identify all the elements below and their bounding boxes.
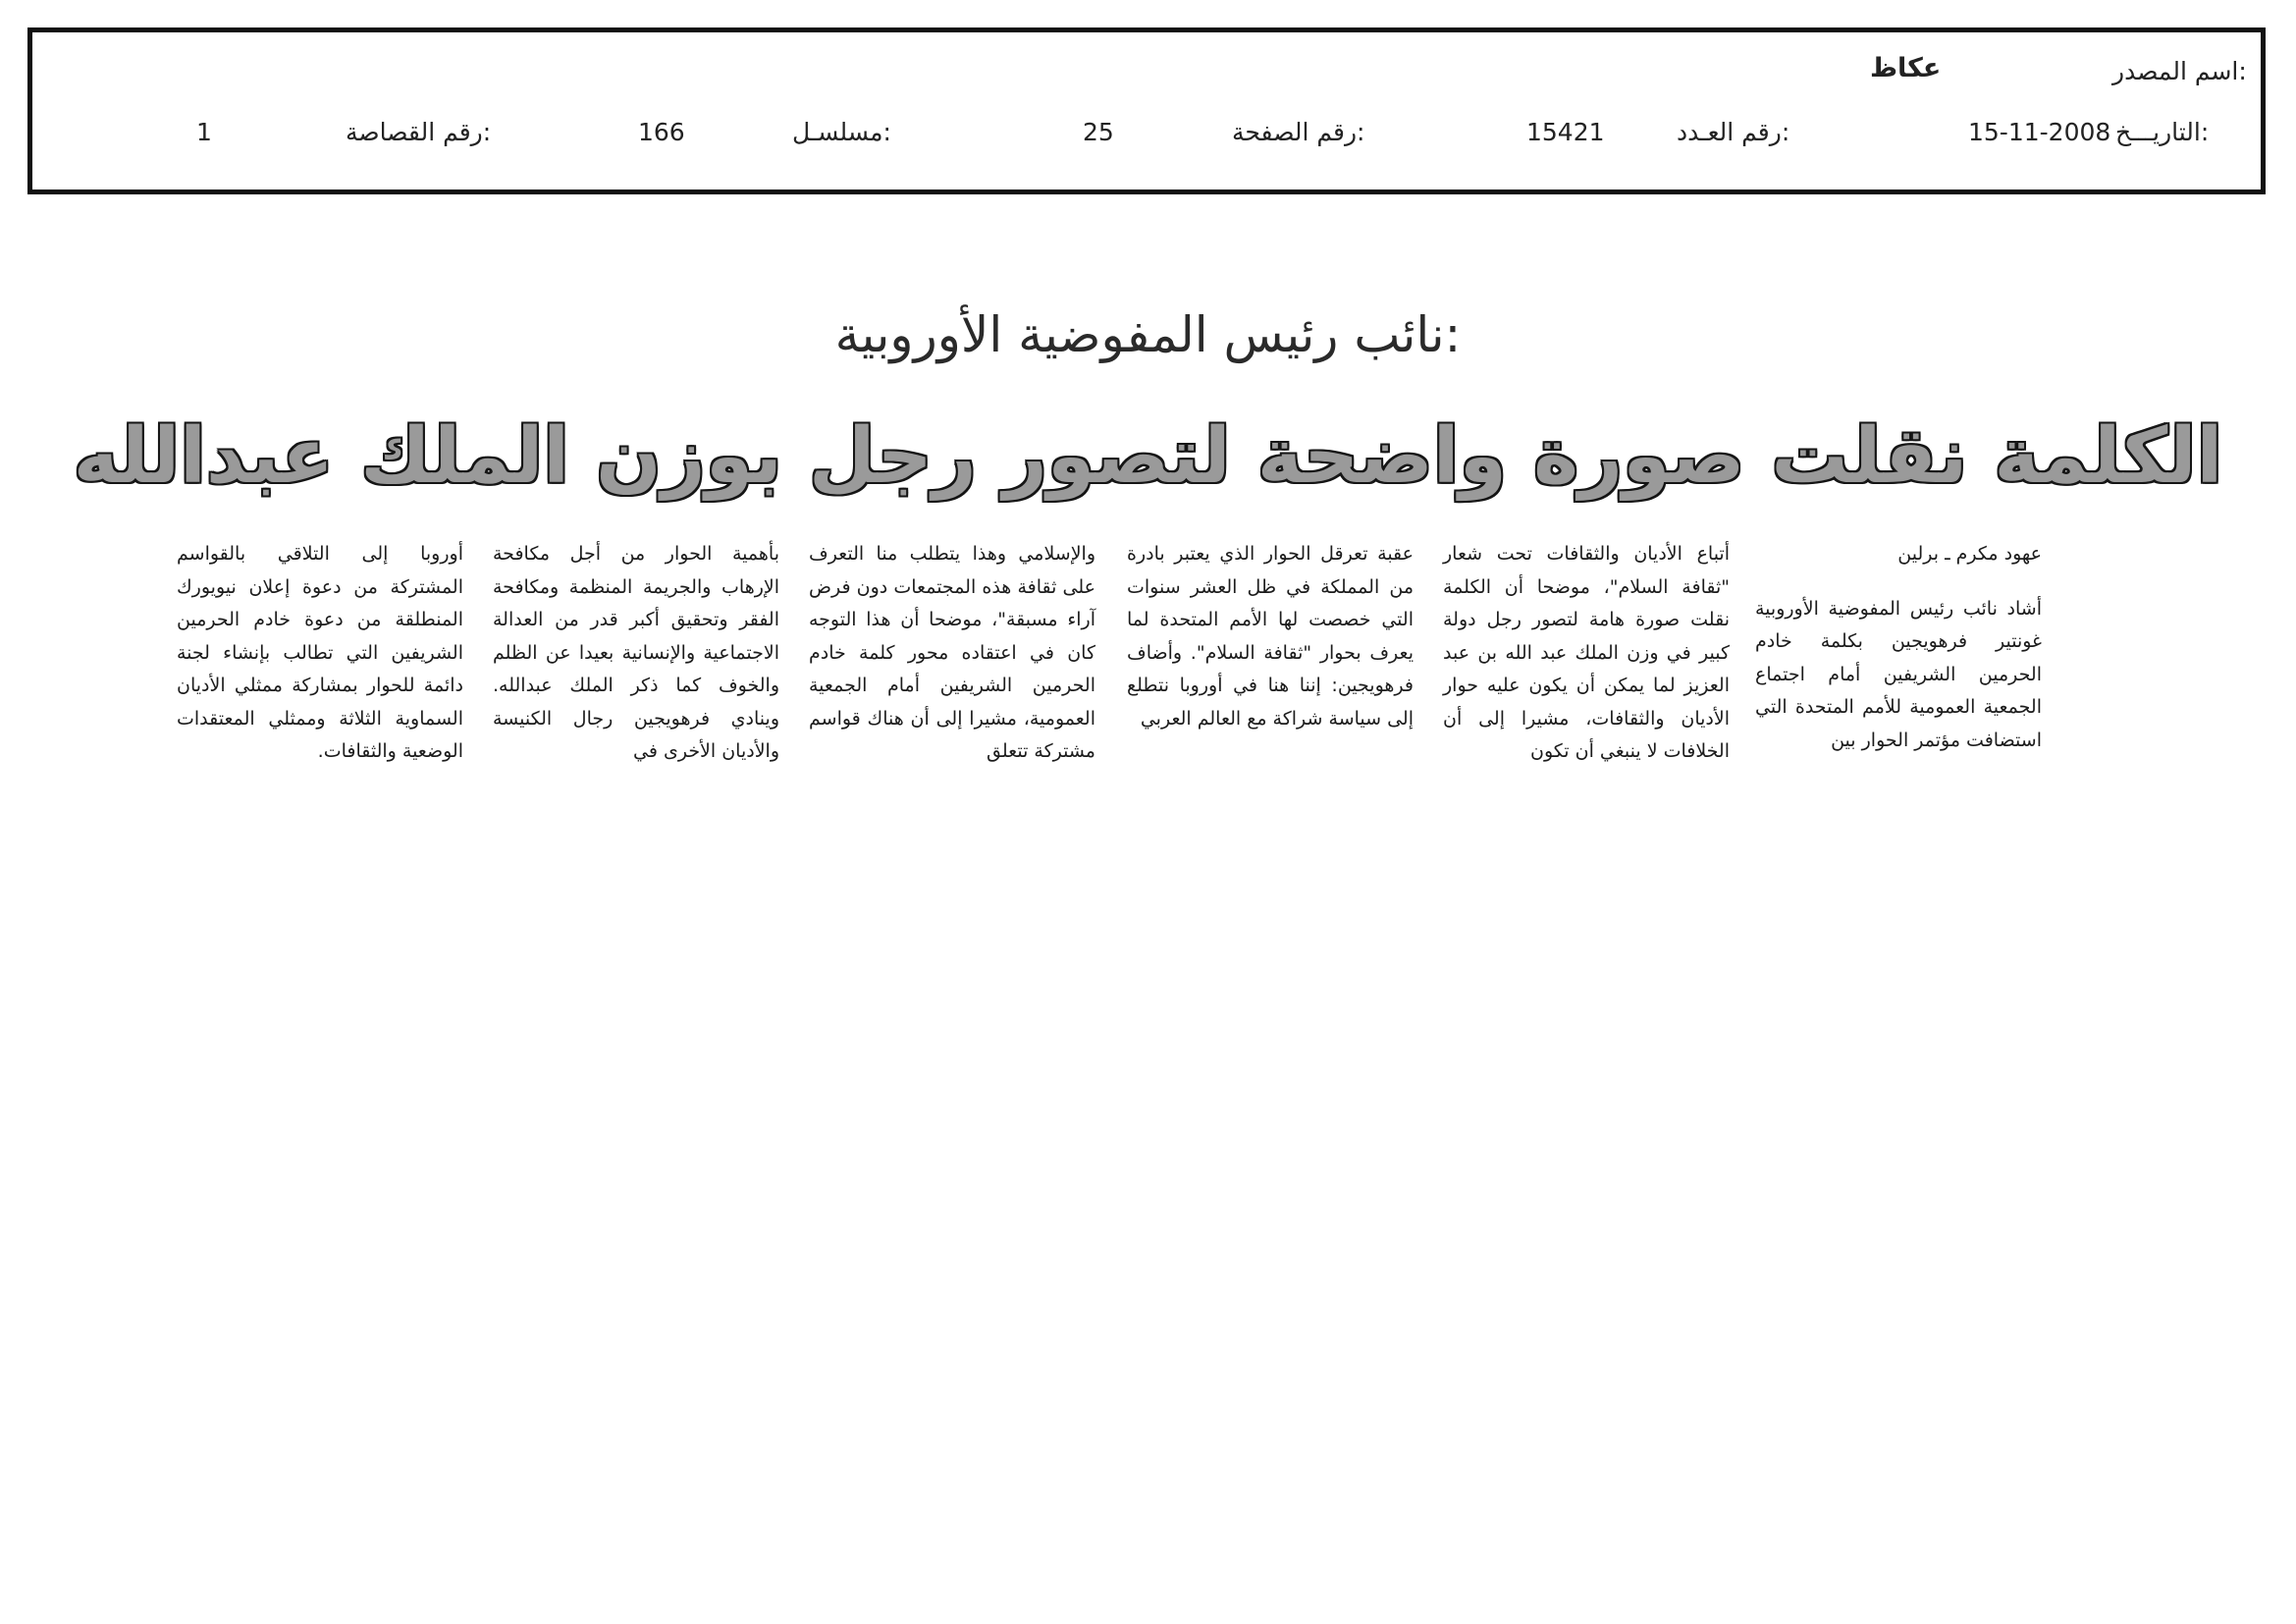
article-column-3 bbox=[1127, 538, 1414, 735]
article-column-6 bbox=[177, 538, 463, 769]
serial-value: 166 bbox=[638, 118, 685, 146]
column-text: أوروبا إلى التلاقي بالقواسم المشتركة من دعوة إعلان نيويورك المنطلقة من دعوة خادم الحرمين الشريفين التي تطالب بإنشاء لجنة دائمة للحوار بمشاركة ممثلي الأديان السماوية الثلاثة وممثلي المعتقدات الوضعية والثقافات. bbox=[177, 543, 463, 762]
source-value: عكاظ bbox=[1870, 53, 1942, 83]
column-text: أشاد نائب رئيس المفوضية الأوروبية غونتير فرهويجين بكلمة خادم الحرمين الشريفين أمام اجتماع الجمعية العمومية للأمم المتحدة التي استضافت مؤتمر الحوار بين bbox=[1755, 597, 2042, 751]
article-column-5 bbox=[493, 538, 779, 769]
article-byline: عهود مكرم ـ برلين bbox=[1897, 543, 2042, 565]
column-text: عقبة تعرقل الحوار الذي يعتبر بادرة من المملكة في ظل العشر سنوات التي خصصت لها الأمم المتحدة لما يعرف بحوار "ثقافة السلام". وأضاف فرهويجين: إننا هنا في أوروبا نتطلع إلى سياسة شراكة مع العالم العربي bbox=[1127, 543, 1414, 730]
page-label: رقم الصفحة: bbox=[1232, 118, 1365, 146]
serial-label: مسلسـل: bbox=[792, 118, 891, 146]
clip-number-label: رقم القصاصة: bbox=[346, 118, 492, 146]
page-value: 25 bbox=[1083, 118, 1114, 146]
source-label: اسم المصدر: bbox=[2112, 57, 2247, 85]
date-label: التاريـــخ: bbox=[2115, 118, 2210, 146]
column-text: أتباع الأديان والثقافات تحت شعار "ثقافة السلام"، موضحا أن الكلمة نقلت صورة هامة لتصور رجل دولة كبير في وزن الملك عبد الله بن عبد العزيز لما يمكن أن يكون عليه حوار الأديان والثقافات، مشيرا إلى أن الخلافات لا ينبغي أن تكون bbox=[1443, 543, 1730, 762]
article-subtitle: نائب رئيس المفوضية الأوروبية: bbox=[834, 306, 1462, 363]
article-column-4 bbox=[809, 538, 1095, 769]
issue-value: 15421 bbox=[1526, 118, 1605, 146]
article-headline: الكلمة نقلت صورة واضحة لتصور رجل بوزن الملك عبدالله bbox=[73, 412, 2223, 501]
date-value: 15-11-2008 bbox=[1968, 118, 2111, 146]
clip-number-value: 1 bbox=[196, 118, 212, 146]
article-column-2 bbox=[1443, 538, 1730, 769]
column-text: والإسلامي وهذا يتطلب منا التعرف على ثقافة هذه المجتمعات دون فرض آراء مسبقة"، موضحا أن هذا التوجه كان في اعتقاده محور كلمة خادم الحرمين الشريفين أمام الجمعية العمومية، مشيرا إلى أن هناك قواسم مشتركة تتعلق bbox=[809, 543, 1095, 762]
article-column-1 bbox=[1755, 538, 2042, 757]
issue-label: رقم العـدد: bbox=[1677, 118, 1790, 146]
column-text: بأهمية الحوار من أجل مكافحة الإرهاب والجريمة المنظمة ومكافحة الفقر وتحقيق أكبر قدر من العدالة الاجتماعية والإنسانية بعيدا عن الظلم والخوف كما ذكر الملك عبدالله. وينادي فرهويجين رجال الكنيسة والأديان الأخرى في bbox=[493, 543, 779, 762]
